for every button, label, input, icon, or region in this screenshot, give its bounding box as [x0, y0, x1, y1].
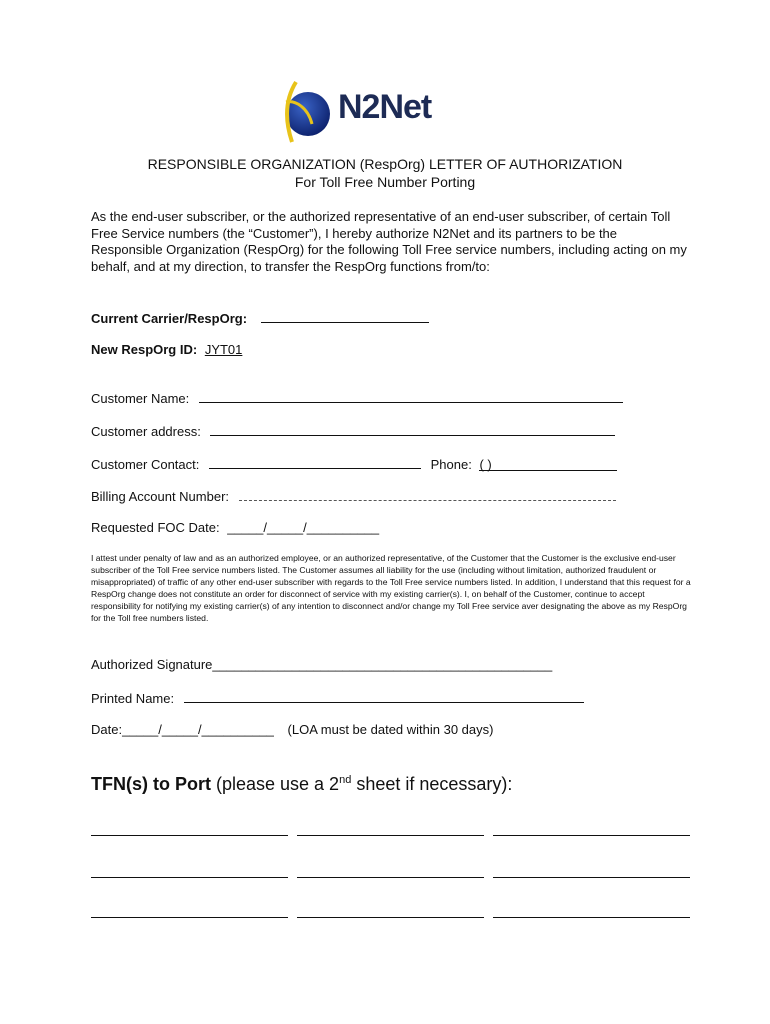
date-note: (LOA must be dated within 30 days): [287, 722, 494, 737]
billing-account-label: Billing Account Number:: [91, 489, 230, 504]
customer-name-label: Customer Name:: [91, 391, 190, 406]
new-resporg-value[interactable]: JYT01: [204, 342, 243, 357]
new-resporg-row: [91, 342, 242, 357]
customer-contact-field[interactable]: [209, 455, 421, 469]
intro-paragraph: As the end-user subscriber, or the authorized representative of an end-user subscriber, of certain Toll Free Service numbers (the “Customer”), I hereby authorize N2Net and its partners to be the Responsible Organization (RespOrg) for the following Toll Free service numbers, including acting on my behalf, and at my direction, to transfer the RespOrg functions from/to:: [91, 209, 687, 274]
customer-name-row: [91, 389, 623, 406]
current-carrier-row: [91, 309, 429, 326]
tfn-line-2-1[interactable]: [91, 876, 288, 878]
tfn-line-3-3[interactable]: [493, 916, 690, 918]
tfn-line-1-3[interactable]: [493, 834, 690, 836]
n2net-logo: [272, 78, 502, 148]
attestation-paragraph: I attest under penalty of law and as an authorized employee, or an authorized representative, of the Customer that the Customer is the exclusive end-user subscriber of the Toll Free service numbers listed. The Customer assumes all liability for the use (including without limitation, authorized fraudulent or misappropriated) of traffic of any other end-user subscriber with regards to the Toll Free service numbers listed. In addition, I understand that this request for a RespOrg change does not constitute an order for disconnect of service with my existing carrier(s). I, on behalf of the Customer, continue to accept responsibility for notifying my existing carrier(s) of any intention to disconnect and/or change my Toll Free service aver designating the above as my RespOrg for the Toll free numbers listed.: [91, 553, 691, 624]
tfn-line-2-2[interactable]: [297, 876, 484, 878]
authorized-signature-field[interactable]: _______________________________________________: [212, 657, 553, 672]
authorized-signature-row: [91, 657, 552, 672]
current-carrier-label: Current Carrier/RespOrg:: [91, 311, 248, 326]
tfn-heading-rest: (please use a 2: [210, 774, 340, 794]
tfn-line-1-2[interactable]: [297, 834, 484, 836]
billing-account-field[interactable]: [239, 487, 616, 501]
billing-account-row: [91, 487, 616, 504]
new-resporg-label: New RespOrg ID:: [91, 342, 198, 357]
tfn-line-2-3[interactable]: [493, 876, 690, 878]
tfn-line-3-1[interactable]: [91, 916, 288, 918]
authorized-signature-label: Authorized Signature: [91, 657, 213, 672]
document-subtitle: For Toll Free Number Porting: [294, 174, 476, 190]
phone-field[interactable]: [479, 457, 617, 471]
tfn-heading-sup: nd: [339, 774, 352, 786]
customer-contact-row: [91, 455, 617, 472]
signature-date-row: [91, 722, 493, 737]
foc-date-field[interactable]: _____/_____/__________: [227, 520, 380, 535]
customer-address-label: Customer address:: [91, 424, 201, 439]
foc-date-row: [91, 520, 379, 535]
customer-address-row: [91, 422, 615, 439]
logo-text: N2Net: [338, 88, 432, 126]
printed-name-row: [91, 689, 584, 706]
foc-date-label: Requested FOC Date:: [91, 520, 220, 535]
document-title: RESPONSIBLE ORGANIZATION (RespOrg) LETTER OF AUTHORIZATION: [147, 156, 623, 172]
tfn-line-1-1[interactable]: [91, 834, 288, 836]
printed-name-label: Printed Name:: [91, 691, 175, 706]
phone-label: Phone:: [430, 457, 472, 472]
signature-date-field[interactable]: :_____/_____/__________: [118, 722, 274, 737]
phone-value: ( ): [479, 457, 492, 472]
tfn-heading-bold: TFN(s) to Port: [91, 774, 211, 794]
current-carrier-field[interactable]: [261, 309, 429, 323]
tfn-heading: [91, 774, 512, 795]
tfn-line-3-2[interactable]: [297, 916, 484, 918]
customer-name-field[interactable]: [199, 389, 623, 403]
customer-contact-label: Customer Contact:: [91, 457, 200, 472]
signature-date-label: Date: [91, 722, 119, 737]
customer-address-field[interactable]: [210, 422, 615, 436]
printed-name-field[interactable]: [184, 689, 584, 703]
tfn-heading-end: sheet if necessary):: [351, 774, 513, 794]
